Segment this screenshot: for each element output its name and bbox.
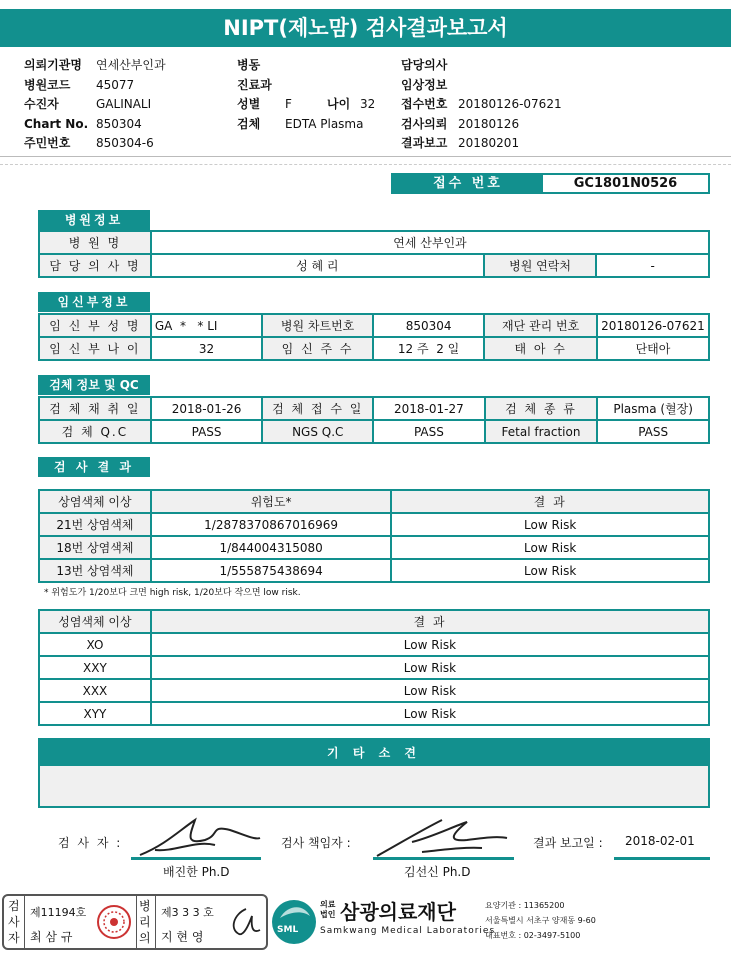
report-date-label: 결과 보고일 : <box>533 836 603 850</box>
fetal-fraction-value: PASS <box>597 420 709 443</box>
sml-logo-icon <box>270 898 318 946</box>
pregnant-age-value: 32 <box>151 337 262 360</box>
org-info-phone: 대표번호 : 02-3497-5100 <box>485 931 581 940</box>
hospital-contact-label: 병원 연락처 <box>484 254 597 277</box>
org-info-code: 요양기관 : 11365200 <box>485 901 565 910</box>
header-col1 <box>24 56 166 154</box>
chief-signature <box>372 812 512 860</box>
result-value: Low Risk <box>391 513 709 536</box>
gestation-weeks-value: 12 주 2 일 <box>373 337 484 360</box>
table-row <box>39 559 709 582</box>
header-col2 <box>237 56 375 134</box>
result-value: Low Risk <box>151 633 709 656</box>
table-header-row <box>39 610 709 633</box>
collection-date-value: 2018-01-26 <box>151 397 263 420</box>
org-prefix-top: 의료 <box>320 900 336 909</box>
chart-no-value: 850304 <box>96 116 142 131</box>
chief-label: 검사 책임자 : <box>281 836 351 850</box>
tester-signature <box>135 810 265 860</box>
request-date-label: 검사의뢰 <box>401 116 448 131</box>
hospital-section-title: 병원정보 <box>38 210 150 230</box>
risk-footnote: * 위험도가 1/20보다 크면 high risk, 1/20보다 작으면 low risk. <box>44 588 301 598</box>
table-row <box>39 420 709 443</box>
logo-text: SML <box>277 925 299 935</box>
risk-value: 1/844004315080 <box>151 536 391 559</box>
org-english-name: Samkwang Medical Laboratories <box>320 926 496 936</box>
resident-no-value: 850304-6 <box>96 136 154 150</box>
divider <box>0 164 731 165</box>
hospital-code-value: 45077 <box>96 77 135 92</box>
hospital-name-value: 연세산부인과 <box>96 58 166 72</box>
header-col3 <box>401 56 562 154</box>
ngs-qc-label: NGS Q.C <box>262 420 373 443</box>
doctor-label: 담당의사 <box>401 58 448 72</box>
chart-no-label: Chart No. <box>24 116 89 131</box>
fetus-count-value: 단태아 <box>597 337 709 360</box>
specimen-type-label: 검 체 종 류 <box>485 397 598 420</box>
divider <box>0 156 731 157</box>
specimen-label: 검체 <box>237 116 261 131</box>
hospital-name-value: 연세 산부인과 <box>151 231 709 254</box>
org-name: 삼광의료재단 <box>340 900 456 924</box>
hospital-table <box>38 230 710 278</box>
hospital-name-label: 병 원 명 <box>39 231 151 254</box>
signature-line <box>373 857 514 860</box>
management-number-value: 20180126-07621 <box>597 314 709 337</box>
table-row <box>39 314 709 337</box>
pregnant-name-value: GA * * LI <box>151 314 262 337</box>
chief-name: 김선신 Ph.D <box>404 865 471 879</box>
pregnant-name-label: 임 신 부 성 명 <box>39 314 151 337</box>
report-date-value: 2018-02-01 <box>625 834 695 848</box>
risk-header: 위험도* <box>151 490 391 513</box>
specimen-table <box>38 396 710 444</box>
sex-label: 성별 <box>237 97 261 111</box>
tester-vertical-label: 검사자 <box>8 899 20 945</box>
pathologist-license-no: 제3 3 3 호 <box>161 906 214 919</box>
fetal-fraction-label: Fetal fraction <box>485 420 598 443</box>
result-value: Low Risk <box>151 679 709 702</box>
fetus-count-label: 태 아 수 <box>484 337 597 360</box>
signature-line <box>131 857 261 860</box>
tester-name: 최 삼 규 <box>30 930 73 944</box>
autosomal-header: 상염색체 이상 <box>39 490 151 513</box>
result-header: 결 과 <box>151 610 709 633</box>
other-findings-body <box>40 766 708 806</box>
table-row <box>39 633 709 656</box>
pathologist-signature <box>224 904 264 940</box>
receipt-number-label: 접수 번호 <box>393 175 543 192</box>
chromosome-name: 21번 상염색체 <box>39 513 151 536</box>
dept-label: 진료과 <box>237 77 272 92</box>
chromosome-name: XXY <box>39 656 151 679</box>
chromosome-name: XO <box>39 633 151 656</box>
doctor-name-label: 담 당 의 사 명 <box>39 254 151 277</box>
patient-label: 수진자 <box>24 97 59 111</box>
clinical-info-label: 임상정보 <box>401 77 448 92</box>
table-row <box>39 231 709 254</box>
receipt-no-value: 20180126-07621 <box>458 97 562 111</box>
certification-stamp <box>2 894 268 950</box>
chromosome-name: 18번 상염색체 <box>39 536 151 559</box>
doctor-name-value: 성 혜 리 <box>151 254 484 277</box>
receipt-date-value: 2018-01-27 <box>373 397 485 420</box>
patient-table <box>38 313 710 361</box>
chromosome-name: 13번 상염색체 <box>39 559 151 582</box>
page-title: NIPT(제노맘) 검사결과보고서 <box>0 9 731 47</box>
receipt-number-value: GC1801N0526 <box>573 176 678 191</box>
table-row <box>39 337 709 360</box>
result-value: Low Risk <box>151 702 709 725</box>
table-header-row <box>39 490 709 513</box>
risk-value: 1/555875438694 <box>151 559 391 582</box>
sex-chromosome-table <box>38 609 710 726</box>
patient-section-title: 임신부정보 <box>38 292 150 312</box>
specimen-type-value: Plasma (혈장) <box>597 397 709 420</box>
request-date-value: 20180126 <box>458 116 520 131</box>
age-label: 나이 <box>327 97 351 111</box>
management-number-label: 재단 관리 번호 <box>484 314 597 337</box>
result-header: 결 과 <box>391 490 709 513</box>
hospital-name-label: 의뢰기관명 <box>24 58 82 72</box>
org-prefix-bottom: 법인 <box>320 910 336 919</box>
table-row <box>39 679 709 702</box>
table-row <box>39 536 709 559</box>
sex-chromosome-header: 성염색체 이상 <box>39 610 151 633</box>
chart-number-label: 병원 차트번호 <box>262 314 373 337</box>
hospital-contact-value: - <box>596 254 709 277</box>
ngs-qc-value: PASS <box>373 420 485 443</box>
report-date-label: 결과보고 <box>401 136 448 150</box>
age-value: 32 <box>360 97 376 111</box>
receipt-date-label: 검 체 접 수 일 <box>262 397 373 420</box>
gestation-weeks-label: 임 신 주 수 <box>262 337 373 360</box>
receipt-no-label: 접수번호 <box>401 97 448 111</box>
pathologist-name: 지 현 영 <box>161 930 204 944</box>
resident-no-label: 주민번호 <box>24 136 71 150</box>
report-date-value: 20180201 <box>458 136 520 150</box>
receipt-number-box <box>391 173 710 194</box>
chromosome-name: XYY <box>39 702 151 725</box>
result-value: Low Risk <box>391 559 709 582</box>
chromosome-name: XXX <box>39 679 151 702</box>
signature-line <box>614 857 710 860</box>
other-findings-title: 기 타 소 견 <box>40 740 708 766</box>
hospital-code-label: 병원코드 <box>24 77 71 92</box>
seal-icon <box>96 904 132 940</box>
specimen-section-title: 검체 정보 및 QC <box>38 375 150 395</box>
tester-license-no: 제11194호 <box>30 906 87 919</box>
specimen-value: EDTA Plasma <box>285 116 364 131</box>
chart-number-value: 850304 <box>373 314 484 337</box>
footer <box>0 892 731 954</box>
result-value: Low Risk <box>391 536 709 559</box>
table-row <box>39 254 709 277</box>
tester-label: 검 사 자 : <box>58 836 123 850</box>
patient-value: GALINALI <box>96 97 152 111</box>
results-section-title: 검 사 결 과 <box>38 457 150 477</box>
table-row <box>39 656 709 679</box>
sex-value: F <box>285 97 292 111</box>
table-row <box>39 702 709 725</box>
result-value: Low Risk <box>151 656 709 679</box>
pathologist-vertical-label: 병리의 <box>139 899 151 945</box>
autosomal-table <box>38 489 710 583</box>
tester-name: 배진한 Ph.D <box>163 865 230 879</box>
table-row <box>39 397 709 420</box>
org-info-address: 서울특별시 서초구 양재동 9-60 <box>485 916 596 925</box>
specimen-qc-value: PASS <box>151 420 263 443</box>
collection-date-label: 검 체 채 취 일 <box>39 397 151 420</box>
ward-label: 병동 <box>237 58 261 72</box>
other-findings-box <box>38 738 710 808</box>
pregnant-age-label: 임 신 부 나 이 <box>39 337 151 360</box>
table-row <box>39 513 709 536</box>
risk-value: 1/2878370867016969 <box>151 513 391 536</box>
specimen-qc-label: 검 체 Q.C <box>39 420 151 443</box>
